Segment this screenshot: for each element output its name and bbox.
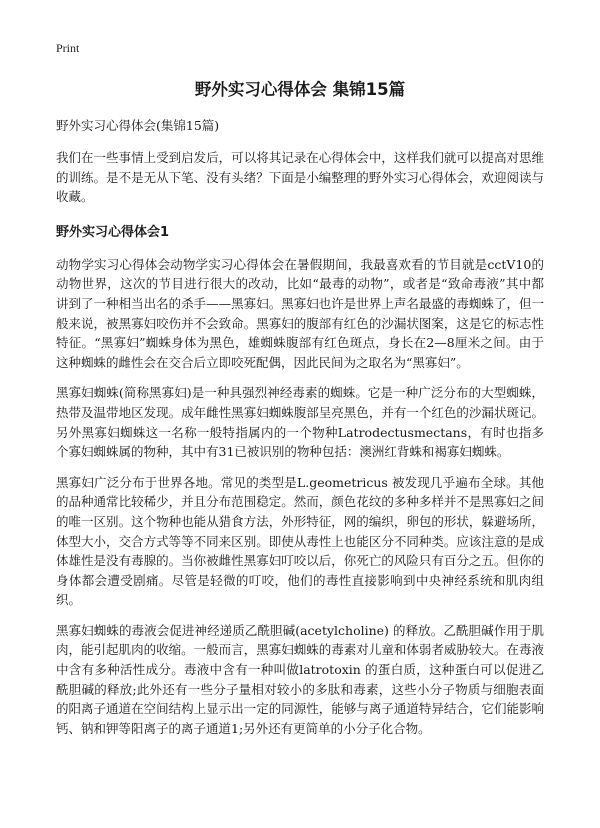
print-link[interactable]: Print xyxy=(56,41,80,55)
body-paragraph-2: 黑寡妇蜘蛛(简称黑寡妇)是一种具强烈神经毒素的蜘蛛。它是一种广泛分布的大型蜘蛛，热带及温带地区发现。成年雌性黑寡妇蜘蛛腹部呈亮黑色，并有一个红色的沙漏状斑记。另外黑寡妇蜘蛛这一名称一般特指属内的一个物种Latrodectusmectans，有时也指多个寡妇蜘蛛属的物种，其中有31已被识别的物种包括：澳洲红背蛛和褐寡妇蜘蛛。 xyxy=(56,385,544,460)
body-paragraph-4: 黑寡妇蜘蛛的毒液会促进神经递质乙酰胆碱(acetylcholine) 的释放。乙酰胆碱作用于肌肉，能引起肌肉的收缩。一般而言，黑寡妇蜘蛛的毒素对儿童和体弱者威胁较大。在毒液中含有多种活性成分。毒液中含有一种叫做latrotoxin 的蛋白质，这种蛋白可以促进乙酰胆碱的释放;此外还有一些分子量相对较小的多肽和毒素，这些小分子物质与细胞表面的阳离子通道在空间结构上显示出一定的同源性，能够与离子通道特异结合，它们能影响钙、钠和钾等阳离子的离子通道1;另外还有更简单的小分子化合物。 xyxy=(56,622,544,736)
page-title: 野外实习心得体会 集锦15篇 xyxy=(194,80,406,99)
section-heading: 野外实习心得体会1 xyxy=(56,224,170,240)
body-paragraph-3: 黑寡妇广泛分布于世界各地。常见的类型是L.geometricus 被发现几乎遍布全球。其他的品种通常比较稀少，并且分布范围稳定。然而，颜色花纹的多种多样并不是黑寡妇之间的唯一区别。这个物种也能从猎食方法，外形特征，网的编织，卵包的形状，躲避场所，体型大小，交合方式等等不同来区别。即使从毒性上也能区分不同种类。应该注意的是成体雄性是没有毒腺的。当你被雌性黑寡妇叮咬以后，你死亡的风险只有百分之五。但你的身体都会遭受剧痛。尽管是轻微的叮咬，他们的毒性直接影响到中央神经系统和肌肉组织。 xyxy=(56,474,544,608)
document-subtitle: 野外实习心得体会(集锦15篇) xyxy=(56,118,220,133)
body-paragraph-1: 动物学实习心得体会动物学实习心得体会在暑假期间，我最喜欢看的节目就是cctV10的动物世界，这次的节目进行很大的改动，比如“最毒的动物”，或者是“致命毒液”其中都讲到了一种相当出名的杀手——黑寡妇。黑寡妇也许是世界上声名最盛的毒蜘蛛了，但一般来说，被黑寡妇咬伤并不会致命。黑寡妇的腹部有红色的沙漏状图案，这是它的标志性特征。“黑寡妇”蜘蛛身体为黑色，雄蜘蛛腹部有红色斑点，身长在2—8厘米之间。由于这种蜘蛛的雌性会在交合后立即咬死配偶，因此民间为之取名为“黑寡妇”。 xyxy=(56,256,544,370)
intro-paragraph: 我们在一些事情上受到启发后，可以将其记录在心得体会中，这样我们就可以提高对思维的训练。是不是无从下笔、没有头绪？下面是小编整理的野外实习心得体会，欢迎阅读与收藏。 xyxy=(56,150,544,205)
